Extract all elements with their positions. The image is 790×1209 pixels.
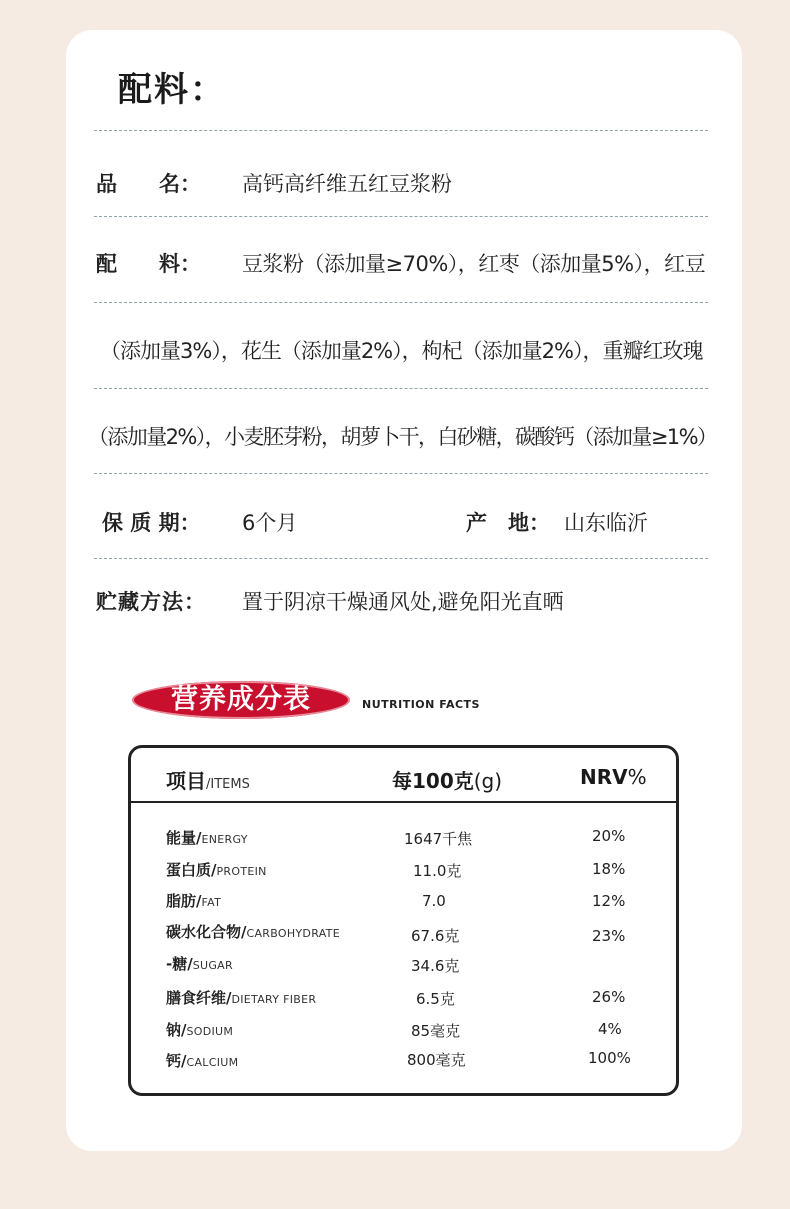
nutrient-name-en: PROTEIN — [216, 865, 267, 878]
nutrient-name-en: SODIUM — [186, 1025, 234, 1038]
product-name-value: 高钙高纤维五红豆浆粉 — [242, 172, 452, 196]
origin-label: 产 地： — [466, 511, 550, 535]
nutrient-amount: 67.6克 — [411, 927, 460, 945]
shelf-life-row — [102, 507, 297, 537]
header-items-en: /ITEMS — [206, 777, 250, 792]
product-name-label: 品 名： — [96, 172, 201, 196]
nutrient-amount: 11.0克 — [413, 862, 462, 880]
nutrient-name-en: ENERGY — [201, 833, 248, 846]
nutrient-amount: 6.5克 — [416, 990, 455, 1008]
nutrient-name-en: FAT — [201, 896, 222, 909]
ingredients-line-2: （添加量3%），花生（添加量2%），枸杞（添加量2%），重瓣红玫瑰 — [100, 339, 703, 363]
nutrient-name — [166, 859, 267, 880]
nutrition-table-header-divider — [128, 801, 679, 803]
storage-row — [96, 586, 564, 616]
shelf-life-value: 6个月 — [242, 511, 298, 535]
nutrient-name-cn: 脂肪/ — [166, 892, 202, 910]
nutrient-name-en: SUGAR — [192, 959, 233, 972]
header-items — [166, 765, 250, 794]
storage-label: 贮藏方法： — [96, 590, 206, 614]
origin-row — [466, 507, 648, 537]
nutrient-name-cn: -糖/ — [166, 955, 193, 973]
divider — [94, 302, 708, 303]
origin-value: 山东临沂 — [564, 511, 648, 535]
ingredients-row — [96, 248, 705, 278]
nutrient-nrv: 18% — [592, 860, 626, 878]
divider — [94, 388, 708, 389]
nutrition-banner-subtitle: NUTRITION FACTS — [362, 698, 480, 711]
nutrient-name-en: CARBOHYDRATE — [246, 927, 340, 940]
header-per-cn: 每100克 — [392, 769, 474, 793]
nutrient-amount: 7.0 — [422, 892, 446, 910]
ingredients-line-1: 豆浆粉（添加量≥70%），红枣（添加量5%），红豆 — [242, 252, 706, 276]
nutrient-name-cn: 膳食纤维/ — [166, 989, 232, 1007]
nutrient-name-cn: 能量/ — [166, 829, 202, 847]
storage-value: 置于阴凉干燥通风处,避免阳光直晒 — [242, 590, 564, 614]
header-per-unit: (g) — [473, 769, 503, 793]
divider — [94, 558, 708, 559]
nutrient-amount: 1647千焦 — [404, 830, 473, 848]
nutrient-amount: 800毫克 — [407, 1051, 466, 1069]
ingredients-label: 配 料： — [96, 252, 201, 276]
nutrient-name-cn: 钠/ — [166, 1021, 187, 1039]
header-nrv-label: NRV — [580, 765, 628, 789]
nutrition-banner-title: 营养成分表 — [171, 684, 311, 715]
nutrient-name-cn: 钙/ — [166, 1052, 187, 1070]
nutrient-name-cn: 蛋白质/ — [166, 861, 217, 879]
divider — [94, 130, 708, 131]
nutrient-nrv: 23% — [592, 927, 626, 945]
nutrient-name — [166, 1019, 233, 1040]
nutrient-name — [166, 827, 248, 848]
divider — [94, 216, 708, 217]
nutrient-nrv: 26% — [592, 988, 626, 1006]
nutrient-name — [166, 890, 221, 911]
nutrient-amount: 34.6克 — [411, 957, 460, 975]
nutrient-name — [166, 987, 316, 1008]
nutrient-name — [166, 1050, 238, 1071]
nutrient-name-en: DIETARY FIBER — [231, 993, 317, 1006]
header-nrv — [580, 765, 647, 789]
nutrient-name-cn: 碳水化合物/ — [166, 923, 247, 941]
nutrient-name-en: CALCIUM — [186, 1056, 239, 1069]
divider — [94, 473, 708, 474]
product-name-row — [96, 168, 452, 198]
nutrient-name — [166, 953, 233, 974]
nutrient-nrv: 12% — [592, 892, 626, 910]
nutrient-nrv: 4% — [598, 1020, 622, 1038]
header-nrv-unit: % — [627, 765, 647, 789]
nutrient-amount: 85毫克 — [411, 1022, 461, 1040]
header-items-cn: 项目 — [166, 769, 206, 793]
nutrient-nrv: 100% — [588, 1049, 631, 1067]
nutrient-name — [166, 921, 340, 942]
shelf-life-label: 保 质 期： — [102, 511, 201, 535]
nutrient-nrv: 20% — [592, 827, 626, 845]
ingredients-title: 配料： — [118, 70, 226, 110]
header-per-100g — [392, 765, 502, 794]
ingredients-line-3: （添加量2%），小麦胚芽粉，胡萝卜干，白砂糖，碳酸钙（添加量≥1%） — [88, 425, 717, 449]
